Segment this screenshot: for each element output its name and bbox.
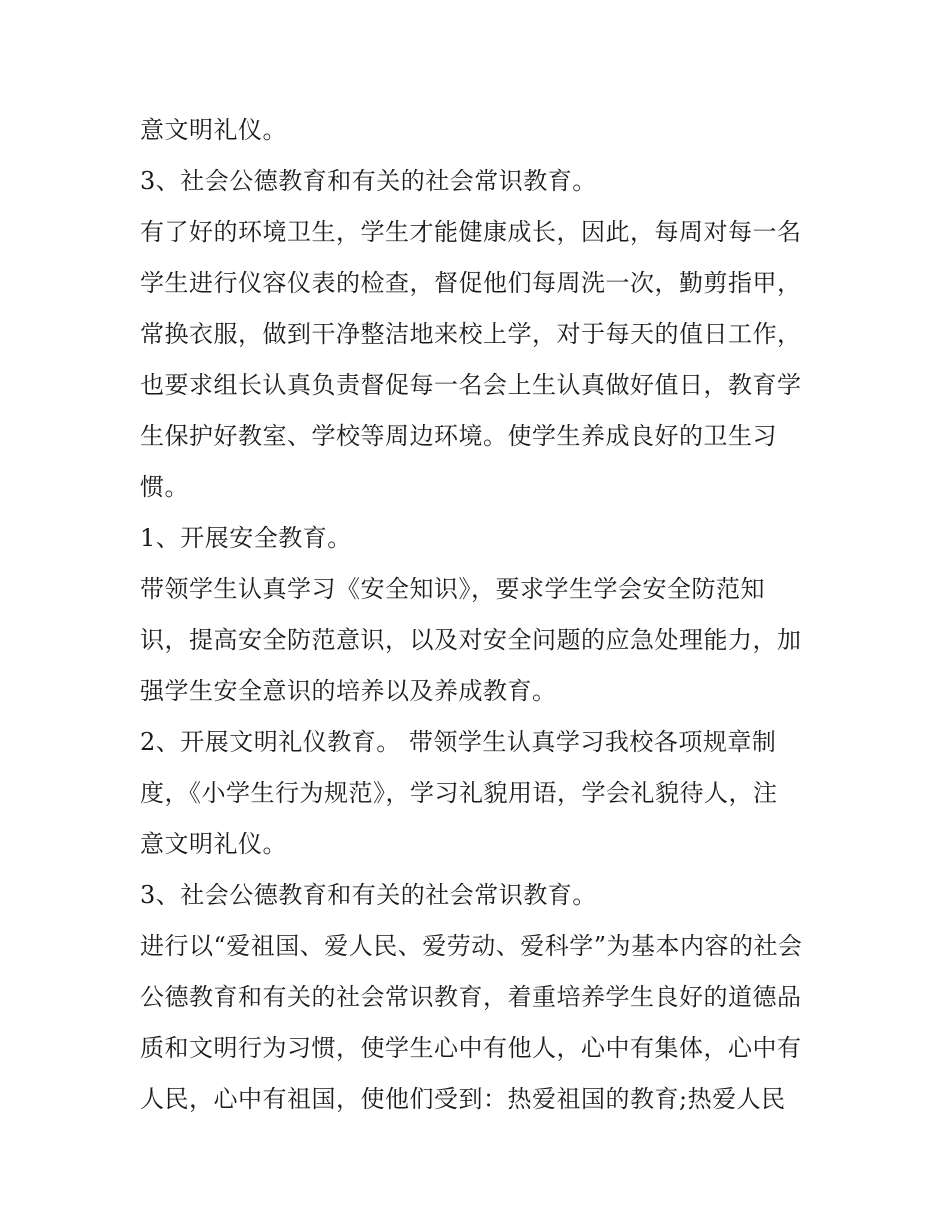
text-line: 意文明礼仪。 [140, 116, 287, 144]
section-heading: 1、开展安全教育。 [140, 524, 352, 552]
text-line: 惯。 [140, 473, 189, 501]
text-line: 意文明礼仪。 [140, 830, 287, 858]
text-line: 常换衣服，做到干净整洁地来校上学，对于每天的值日工作， [140, 320, 802, 348]
text-line: 度，《小学生行为规范》，学习礼貌用语，学会礼貌待人，注 [140, 779, 778, 807]
text-line: 公德教育和有关的社会常识教育，着重培养学生良好的道德品 [140, 983, 802, 1011]
section-heading: 2、开展文明礼仪教育。 带领学生认真学习我校各项规章制 [140, 728, 777, 756]
section-heading: 3、社会公德教育和有关的社会常识教育。 [140, 167, 597, 195]
text-line: 带领学生认真学习《安全知识》，要求学生学会安全防范知 [140, 575, 765, 603]
text-line: 识，提高安全防范意识，以及对安全问题的应急处理能力，加 [140, 626, 802, 654]
text-line: 生保护好教室、学校等周边环境。使学生养成良好的卫生习 [140, 422, 777, 450]
text-line: 有了好的环境卫生，学生才能健康成长，因此，每周对每一名 [140, 218, 802, 246]
text-line: 人民，心中有祖国，使他们受到：热爱祖国的教育;热爱人民 [140, 1085, 786, 1113]
text-line: 强学生安全意识的培养以及养成教育。 [140, 677, 557, 705]
text-line: 也要求组长认真负责督促每一名会上生认真做好值日，教育学 [140, 371, 802, 399]
document-body [140, 105, 820, 1125]
text-line: 学生进行仪容仪表的检查，督促他们每周洗一次，勤剪指甲， [140, 269, 802, 297]
section-heading: 3、社会公德教育和有关的社会常识教育。 [140, 881, 597, 909]
text-line: 质和文明行为习惯，使学生心中有他人，心中有集体，心中有 [140, 1034, 802, 1062]
text-line: 进行以“爱祖国、爱人民、爱劳动、爱科学”为基本内容的社会 [140, 932, 803, 960]
